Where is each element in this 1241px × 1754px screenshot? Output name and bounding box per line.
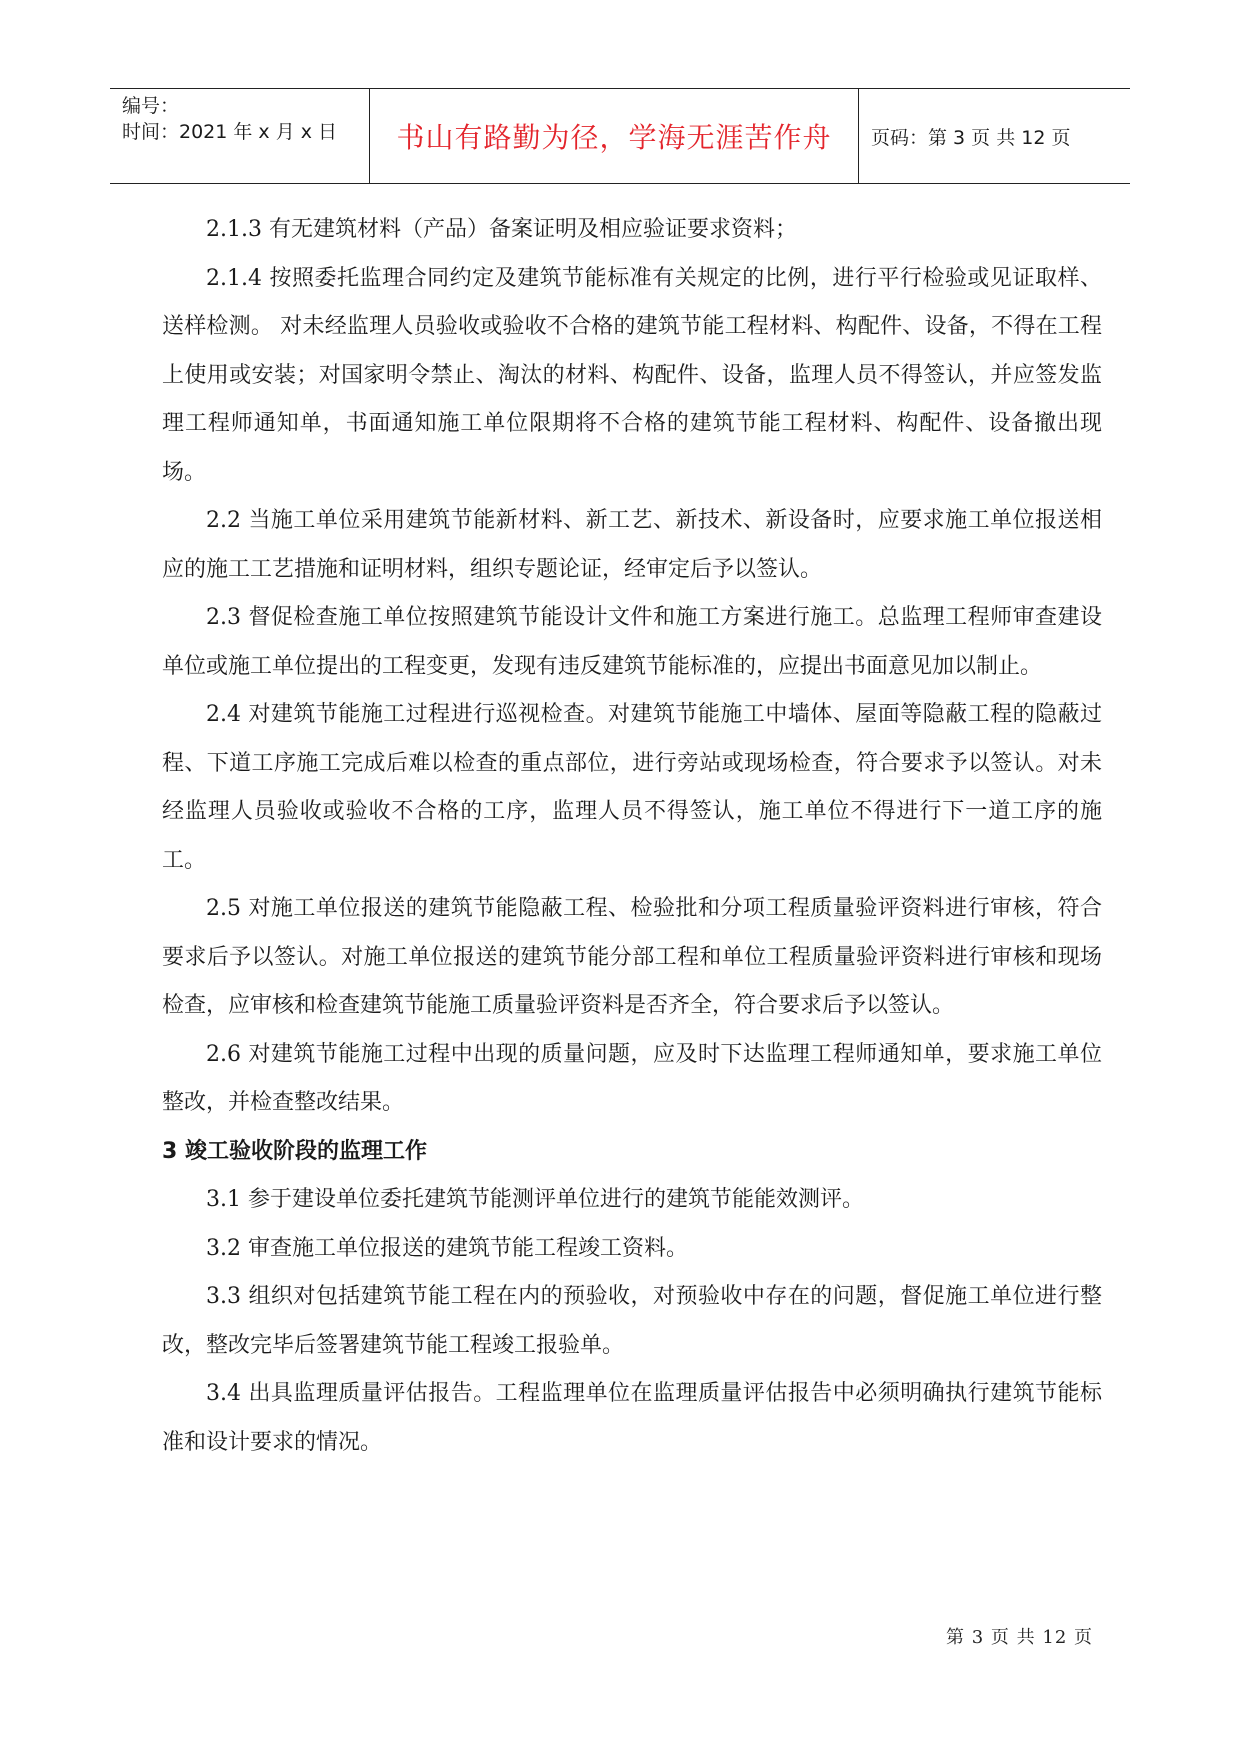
- paragraph-2-2: 2.2 当施工单位采用建筑节能新材料、新工艺、新技术、新设备时，应要求施工单位报送相应的施工工艺措施和证明材料，组织专题论证，经审定后予以签认。: [162, 508, 1102, 582]
- paragraph-2-6: 2.6 对建筑节能施工过程中出现的质量问题，应及时下达监理工程师通知单，要求施工单位整改，并检查整改结果。: [162, 1041, 1102, 1115]
- paragraph-2-3: 2.3 督促检查施工单位按照建筑节能设计文件和施工方案进行施工。总监理工程师审查建设单位或施工单位提出的工程变更，发现有违反建筑节能标准的，应提出书面意见加以制止。: [162, 605, 1102, 679]
- paragraph-3-3: 3.3 组织对包括建筑节能工程在内的预验收，对预验收中存在的问题，督促施工单位进行整改，整改完毕后签署建筑节能工程竣工报验单。: [162, 1284, 1102, 1358]
- header-meta: [110, 89, 370, 183]
- paragraph-2-5: 2.5 对施工单位报送的建筑节能隐蔽工程、检验批和分项工程质量验评资料进行审核，符合要求后予以签认。对施工单位报送的建筑节能分部工程和单位工程质量验评资料进行审核和现场检查，应审核和检查建筑节能施工质量验评资料是否齐全，符合要求后予以签认。: [162, 896, 1102, 1018]
- paragraph-2-1-3: 2.1.3 有无建筑材料（产品）备案证明及相应验证要求资料；: [206, 217, 797, 242]
- paragraph-2-1-4: 2.1.4 按照委托监理合同约定及建筑节能标准有关规定的比例，进行平行检验或见证取样、送样检测。 对未经监理人员验收或验收不合格的建筑节能工程材料、构配件、设备，不得在工程上使用或安装；对国家明令禁止、淘汰的材料、构配件、设备，监理人员不得签认，并应签发监理工程师通知单，书面通知施工单位限期将不合格的建筑节能工程材料、构配件、设备撤出现场。: [162, 265, 1102, 485]
- paragraph-3-1: 3.1 参于建设单位委托建筑节能测评单位进行的建筑节能能效测评。: [206, 1187, 864, 1212]
- section-3-heading: 3 竣工验收阶段的监理工作: [162, 1138, 427, 1164]
- document-number-label: 编号：: [122, 95, 180, 117]
- paragraph-3-2: 3.2 审查施工单位报送的建筑节能工程竣工资料。: [206, 1235, 688, 1261]
- document-date: 时间：2021 年 x 月 x 日: [122, 121, 338, 143]
- paragraph-3-4: 3.4 出具监理质量评估报告。工程监理单位在监理质量评估报告中必须明确执行建筑节能标准和设计要求的情况。: [162, 1381, 1102, 1455]
- page-footer: 第 3 页 共 12 页: [946, 1627, 1093, 1648]
- page-header: [110, 88, 1130, 184]
- paragraph-2-4: 2.4 对建筑节能施工过程进行巡视检查。对建筑节能施工中墙体、屋面等隐蔽工程的隐蔽过程、下道工序施工完成后难以检查的重点部位，进行旁站或现场检查，符合要求予以签认。对未经监理人员验收或验收不合格的工序，监理人员不得签认，施工单位不得进行下一道工序的施工。: [162, 702, 1102, 873]
- header-page-info: 页码：第 3 页 共 12 页: [871, 126, 1071, 149]
- document-body: [162, 206, 1102, 1467]
- header-motto: 书山有路勤为径，学海无涯苦作舟: [370, 89, 859, 183]
